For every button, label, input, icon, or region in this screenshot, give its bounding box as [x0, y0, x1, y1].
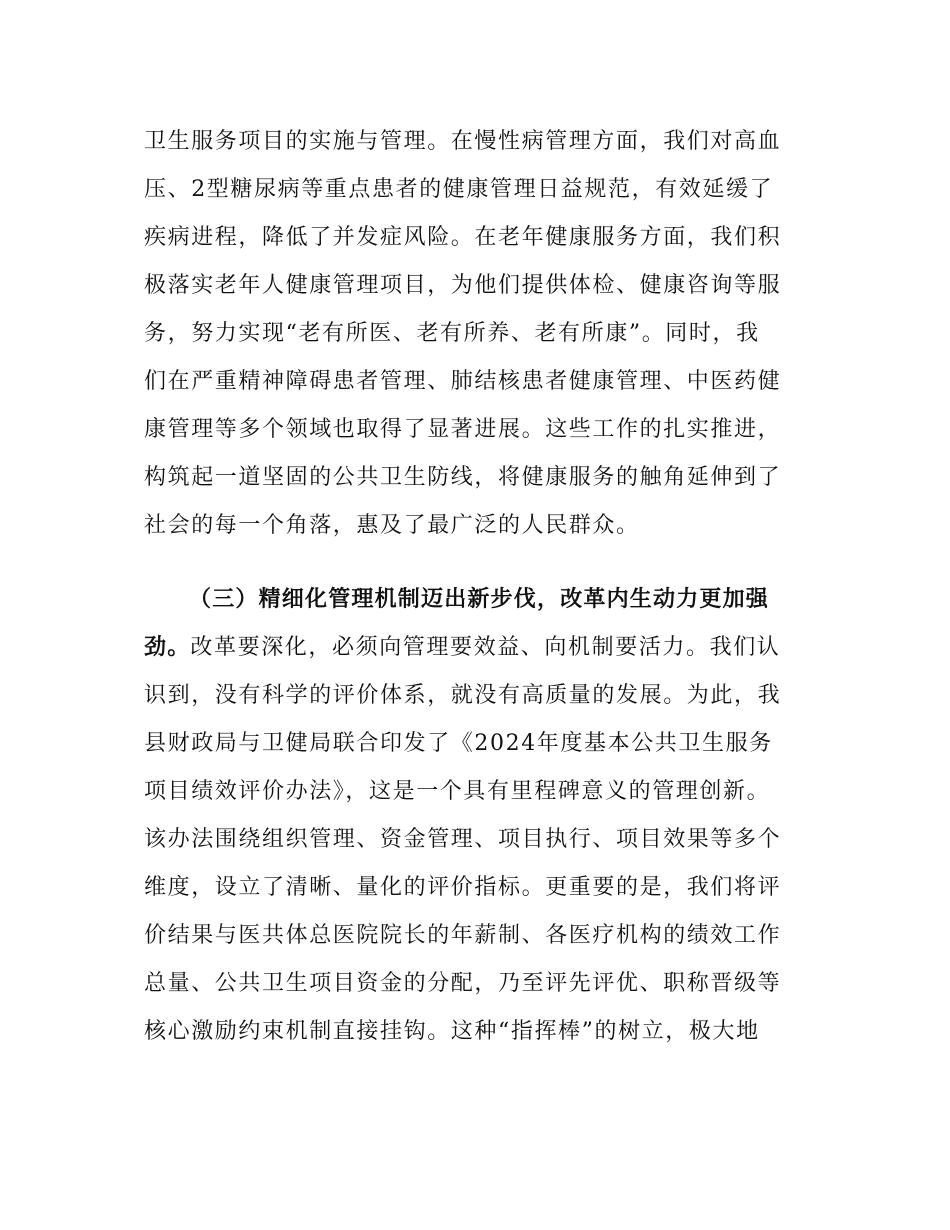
paragraph-line: 项目绩效评价办法》，这是一个具有里程碑意义的管理创新。: [144, 779, 771, 804]
paragraph-line: 构筑起一道坚固的公共卫生防线，将健康服务的触角延伸到了: [144, 465, 782, 490]
section-heading-text: （三）精细化管理机制迈出新步伐，改革内生动力更加强: [189, 587, 770, 612]
paragraph-line: 压、2型糖尿病等重点患者的健康管理日益规范，有效延缓了: [144, 177, 774, 202]
section-heading: [189, 585, 769, 615]
paragraph-line: 社会的每一个角落，惠及了最广泛的人民群众。: [144, 513, 640, 538]
paragraph-line: 卫生服务项目的实施与管理。在慢性病管理方面，我们对高血: [144, 129, 782, 154]
paragraph-line: 该办法围绕组织管理、资金管理、项目执行、项目效果等多个: [144, 827, 782, 852]
paragraph-line: 极落实老年人健康管理项目，为他们提供体检、健康咨询等服: [144, 273, 782, 298]
section-heading-text-end: 劲。: [144, 635, 191, 660]
paragraph-line: 识到，没有科学的评价体系，就没有高质量的发展。为此，我: [144, 683, 782, 708]
paragraph-line: 维度，设立了清晰、量化的评价指标。更重要的是，我们将评: [144, 875, 782, 900]
paragraph-line: 核心激励约束机制直接挂钩。这种“指挥棒”的树立，极大地: [144, 1019, 760, 1044]
paragraph-line: 疾病进程，降低了并发症风险。在老年健康服务方面，我们积: [144, 225, 782, 250]
paragraph-line: 们在严重精神障碍患者管理、肺结核患者健康管理、中医药健: [144, 369, 782, 394]
paragraph-line: 总量、公共卫生项目资金的分配，乃至评先评优、职称晋级等: [144, 971, 782, 996]
paragraph-line: 务，努力实现“老有所医、老有所养、老有所康”。同时，我: [144, 321, 760, 346]
paragraph-line-text: 改革要深化，必须向管理要效益、向机制要活力。我们认: [190, 635, 781, 660]
paragraph-line: [144, 633, 780, 663]
paragraph-line: 价结果与医共体总医院院长的年薪制、各医疗机构的绩效工作: [144, 923, 782, 948]
paragraph-line: 县财政局与卫健局联合印发了《2024年度基本公共卫生服务: [144, 731, 773, 756]
paragraph-line: 康管理等多个领域也取得了显著进展。这些工作的扎实推进，: [144, 417, 782, 442]
